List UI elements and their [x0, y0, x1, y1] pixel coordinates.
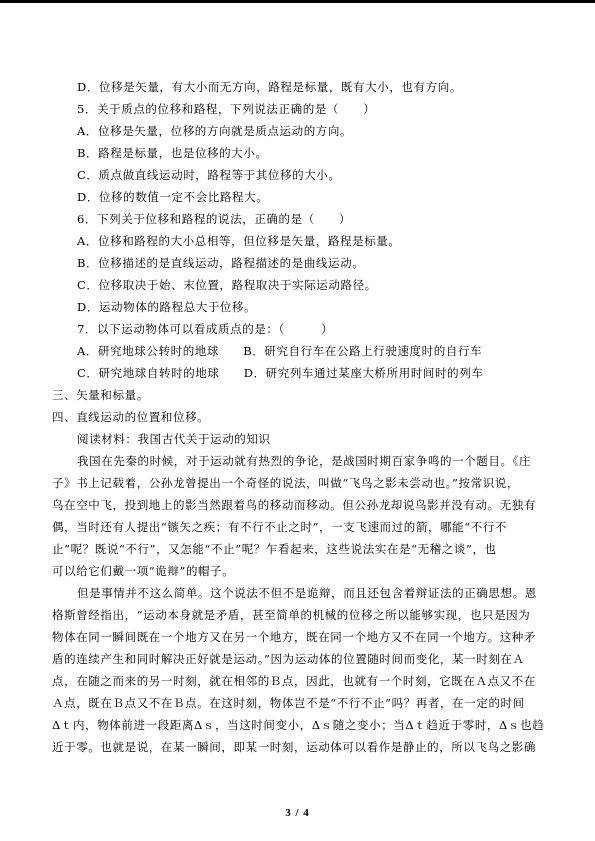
paragraph-2-line-7: Δｔ内，物体前进一段距离Δｓ，当这时间变小，Δｓ随之变小；当Δｔ趋近于零时，Δｓ也趋	[52, 718, 545, 732]
text-line-9: B．位移描述的是直线运动，路程描述的是曲线运动。	[77, 256, 365, 270]
text-line-3: A．位移是矢量，位移的方向就是质点运动的方向。	[77, 124, 353, 138]
section-heading-3: 三、矢量和标量。	[52, 388, 149, 402]
paragraph-2-line-2: 格斯曾经指出，“运动本身就是矛盾，甚至简单的机械的位移之所以能够实现，也只是因为	[52, 608, 531, 622]
text-line-5: C．质点做直线运动时，路程等于其位移的大小。	[77, 168, 341, 182]
paragraph-2-line-5: 点，在随之而来的另一时刻，就在相邻的Ｂ点，因此，也就有一个时刻，它既在Ａ点又不在	[52, 674, 536, 688]
text-line-2: 5．关于质点的位移和路程，下列说法正确的是（ ）	[77, 102, 376, 116]
paragraph-1-line-3: 鸟在空中飞，投到地上的影当然跟着鸟的移动而移动。但公孙龙却说鸟影并没有动。无独有	[52, 498, 536, 512]
paragraph-2-line-1: 但是事情并不这么简单。这个说法不但不是诡辩，而且还包含着辩证法的正确思想。恩	[77, 586, 537, 600]
text-line-13: A．研究地球公转时的地球 B．研究自行车在公路上行驶速度时的自行车	[77, 344, 483, 358]
paragraph-1-line-1: 我国在先秦的时候，对于运动就有热烈的争论，是战国时期百家争鸣的一个题目。《庄	[77, 454, 532, 468]
paragraph-1-line-4: 偶，当时还有人提出“镞矢之疾；有不行不止之时”，一支飞速而过的箭，哪能“不行不	[52, 520, 508, 534]
paragraph-2-line-3: 物体在同一瞬间既在一个地方又在另一个地方，既在同一个地方又不在同一个地方。这种矛	[52, 630, 536, 644]
text-line-7: 6．下列关于位移和路程的说法，正确的是（ ）	[77, 212, 352, 226]
page-number: 3 / 4	[285, 807, 310, 819]
section-heading-4: 四、直线运动的位置和位移。	[52, 410, 210, 424]
text-line-4: B．路程是标量，也是位移的大小。	[77, 146, 268, 160]
text-line-6: D．位移的数值一定不会比路程大。	[77, 190, 269, 204]
text-line-11: D．运动物体的路程总大于位移。	[77, 300, 257, 314]
text-line-10: C．位移取决于始、末位置，路程取决于实际运动路径。	[77, 278, 377, 292]
paragraph-2-line-8: 近于零。也就是说，在某一瞬间，即某一时刻，运动体可以看作是静止的，所以飞鸟之影确	[52, 740, 536, 754]
text-line-1: D．位移是矢量，有大小而无方向，路程是标量，既有大小，也有方向。	[77, 80, 462, 94]
paragraph-2-line-6: Ａ点，既在Ｂ点又不在Ｂ点。在这时刻，物体岂不是“不行不止”吗？再者，在一定的时间	[52, 696, 525, 710]
paragraph-1-line-6: 可以给它们戴一项“诡辩”的帽子。	[52, 564, 235, 578]
paragraph-1-line-5: 止”呢？既说“不行”，又怎能“不止”呢？乍看起来，这些说法实在是“无稽之谈”，也	[52, 542, 497, 556]
text-line-8: A．位移和路程的大小总相等，但位移是矢量，路程是标量。	[77, 234, 401, 248]
paragraph-2-line-4: 盾的连续产生和同时解决正好就是运动。”因为运动体的位置随时间而变化，某一时刻在Ａ	[52, 652, 525, 666]
text-line-12: 7．以下运动物体可以看成质点的是：（ ）	[77, 322, 334, 336]
top-rule	[0, 0, 595, 3]
text-line-14: C．研究地球自转时的地球 D．研究列车通过某座大桥所用时间时的列车	[77, 366, 484, 380]
reading-title: 阅读材料：我国古代关于运动的知识	[77, 432, 271, 446]
paragraph-1-line-2: 子》书上记载着，公孙龙曾提出一个奇怪的说法，叫做“飞鸟之影未尝动也。”按常识说，	[52, 476, 520, 490]
